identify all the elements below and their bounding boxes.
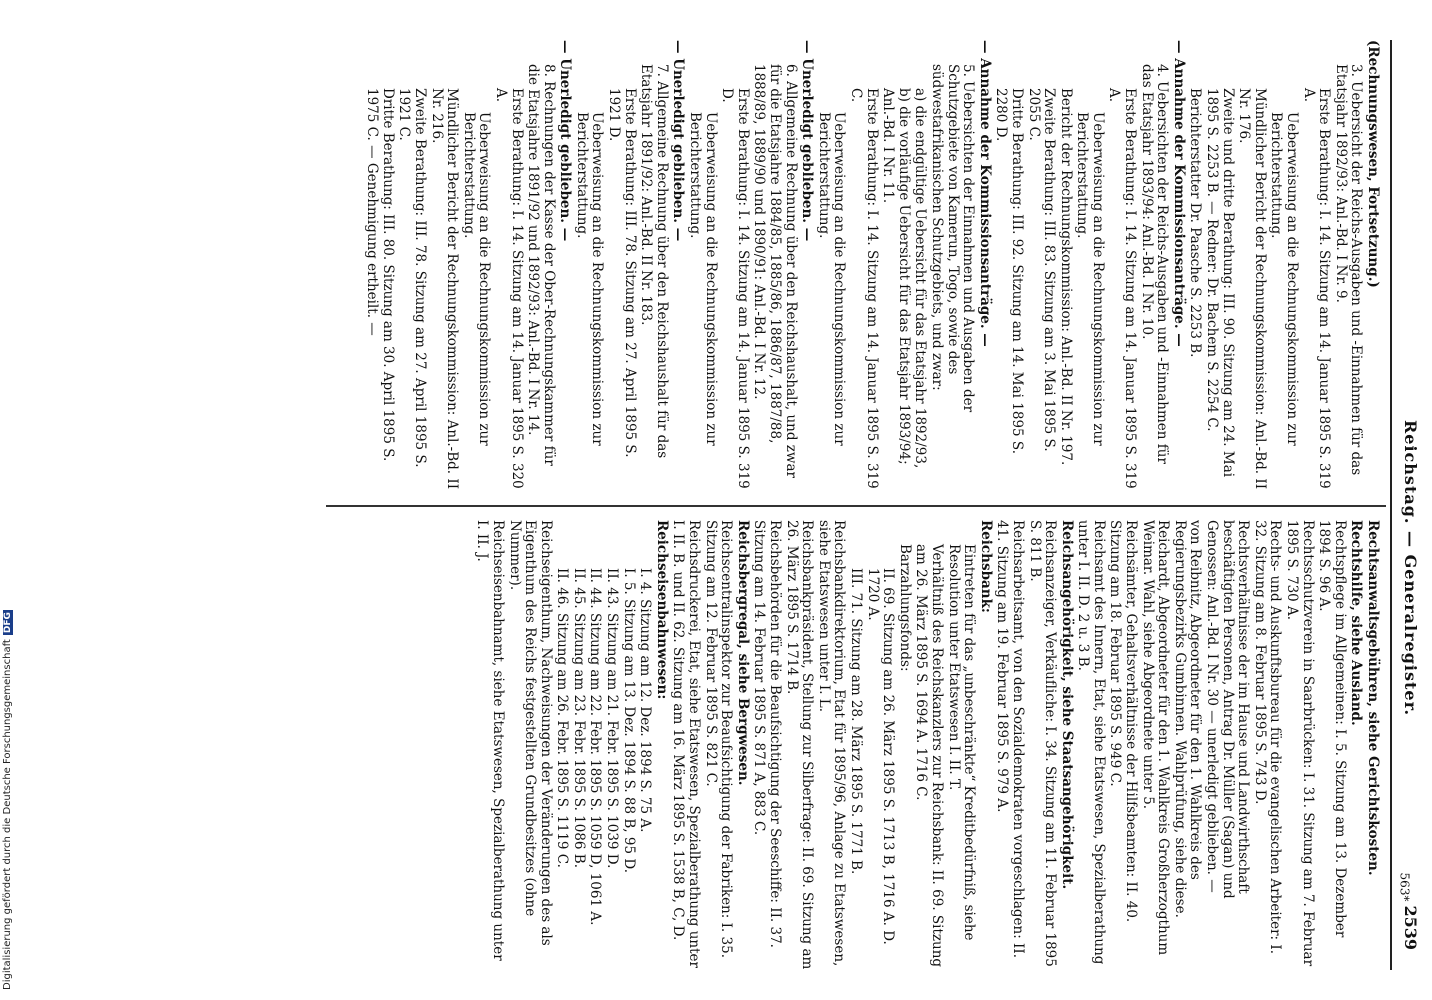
right-column-entry: Reichsbankdirektorium, Etat für 1895/96, Anlage zu Etatswesen, siehe Etatswesen unter I. L. bbox=[815, 520, 848, 967]
dfg-logo: DFG bbox=[3, 612, 13, 634]
left-column-entry: Zweite Berathung: III. 78. Sitzung am 27. April 1895 S. 1921 C. bbox=[396, 88, 428, 468]
left-column-entry: Mündlicher Bericht der Rechnungskommission: Anl.-Bd. II Nr. 216. bbox=[428, 88, 461, 490]
left-column-entry: Zweite und dritte Berathung: III. 90. Sitzung am 24. Mai 1895 S. 2253 B. — Redner: Dr. Bachem S. 2254 C. bbox=[1204, 88, 1236, 478]
left-column bbox=[363, 40, 1380, 490]
digitization-credit bbox=[2, 610, 13, 990]
right-column-entry: Reichardt, Abgeordneter für den 1. Wahlkreis Großherzogthum Weimar. Wahl, siehe Abgeordnete unter 5. bbox=[1139, 520, 1172, 956]
left-column-entry: Erste Berathung: III. 78. Sitzung am 27. April 1895 S. 1921 D. bbox=[606, 88, 638, 458]
bottom-page-mark: 563* bbox=[1397, 872, 1412, 902]
left-column-entry: b) die vorläufige Uebersicht für das Etatsjahr 1893/94; Anl.-Bd. I Nr. 11. bbox=[880, 88, 912, 465]
left-column-entry: 8. Rechnungen der Kasse der Ober-Rechnungskammer für die Etatsjahre 1891/92 und 1892/93: Anl.-Bd. I Nr. 14. bbox=[525, 64, 557, 466]
left-column-entry: Zweite Berathung: III. 83. Sitzung am 3. Mai 1895 S. 2055 C. bbox=[1025, 88, 1058, 452]
left-column-entry: Dritte Berathung: III. 80. Sitzung am 30. April 1895 S. 1975 C. — Genehmigung ertheilt. — bbox=[364, 88, 396, 462]
right-column bbox=[473, 520, 1380, 970]
right-column-entry: Rechtsschutzverein in Saarbrücken: I. 31. Sitzung am 7. Februar 1895 S. 730 A. bbox=[1284, 520, 1316, 967]
right-column-entry: Rechts- und Auskunftsbureau für die evangelischen Arbeiter: I. 32. Sitzung am 8. Februar 1895 S. 743 D. bbox=[1251, 520, 1284, 954]
rotated-register-page bbox=[300, 40, 1420, 970]
right-column-entry: II. 46. Sitzung am 26. Febr. 1895 S. 1119 C. bbox=[554, 568, 571, 868]
right-column-entry: Reichsbank: bbox=[977, 520, 994, 613]
right-column-entry: Rechtshilfe, siehe Ausland. bbox=[1348, 520, 1365, 726]
left-column-entry: Mündlicher Bericht der Rechnungskommission: Anl.-Bd. II Nr. 176. bbox=[1236, 88, 1268, 490]
left-column-entry: Dritte Berathung: III. 92. Sitzung am 14. Mai 1895 S. 2280 D. bbox=[993, 88, 1025, 454]
right-column-entry: Rechtspflege im Allgemeinen: I. 5. Sitzung am 13. Dezember 1894 S. 96 A. bbox=[1316, 520, 1348, 938]
right-column-entry: Rechtsanwaltsgebühren, siehe Gerichtskosten. bbox=[1365, 520, 1381, 876]
left-column-entry: — Unerledigt geblieben. — bbox=[670, 40, 687, 242]
right-column-entry: II. 45. Sitzung am 23. Febr. 1895 S. 1086 B. bbox=[570, 568, 587, 869]
right-column-entry: I. 4. Sitzung am 12. Dez. 1894 S. 75 A. bbox=[637, 568, 654, 833]
left-column-entry: — Unerledigt geblieben. — bbox=[557, 40, 574, 242]
right-column-entry: Verhältniß des Reichskanzlers zur Reichsbank: II. 69. Sitzung am 26. März 1895 S. 1694 A. 1716 C. bbox=[913, 544, 945, 968]
left-column-entry: Erste Berathung: I. 14. Sitzung am 14. Januar 1895 S. 320 A. bbox=[492, 88, 525, 489]
left-column-entry: Bericht der Rechnungskommission: Anl.-Bd. II Nr. 197. bbox=[1057, 88, 1074, 466]
left-column-entry: Ueberweisung an die Rechnungskommission zur Berichterstattung. bbox=[1074, 112, 1106, 446]
right-column-entry: von Reibnitz, Abgeordneter für den 1. Wahlkreis des Regierungsbezirks Gumbinnen. Wahlprüfung, siehe diese. bbox=[1171, 520, 1204, 918]
left-column-entry: Ueberweisung an die Rechnungskommission zur Berichterstattung. bbox=[1268, 112, 1301, 446]
header-rule bbox=[1390, 40, 1392, 970]
left-column-entry: 3. Uebersicht der Reichs-Ausgaben und -Einnahmen für das Etatsjahr 1892/93: Anl.-Bd. I Nr. 9. bbox=[1332, 64, 1365, 476]
right-column-entry: Reichsbergregal, siehe Bergwesen. bbox=[734, 520, 751, 786]
right-column-entry: Reichseisenbahnwesen: bbox=[653, 520, 670, 700]
left-column-entry: Erste Berathung: I. 14. Sitzung am 14. Januar 1895 S. 319 A. bbox=[1106, 88, 1139, 489]
column-divider bbox=[326, 505, 1386, 507]
page-header bbox=[1390, 40, 1420, 960]
left-column-entry: 6. Allgemeine Rechnung über den Reichshaushalt, und zwar für die Etatsjahre 1884/85, 1885/86, 1886/87, 1887/88, 1888/89, 1889/90 und 1890/91: Anl.-Bd. I Nr. 12. bbox=[751, 64, 799, 478]
right-column-entry: Reichsamt des Innern, Etat, siehe Etatswesen, Spezialberathung unter I. II. D. 2 u. 3 B. bbox=[1075, 520, 1107, 965]
right-column-entry: Reichsangehörigkeit, siehe Staatsangehörigkeit. bbox=[1058, 520, 1075, 890]
right-column-entry: Reichseisenbahnamt, siehe Etatswesen, Spezialberathung unter I. II. J. bbox=[474, 520, 506, 961]
right-column-entry: Reichscentralinspektor zur Beaufsichtigung der Fabriken: I. 35. Sitzung am 12. Februar 1895 S. 821 C. bbox=[702, 520, 735, 958]
left-column-entry: — Unerledigt geblieben. — bbox=[799, 40, 816, 242]
left-column-entry: — Annahme der Kommissionsanträge. — bbox=[1170, 40, 1187, 347]
right-column-entry: Barzahlungsfonds: bbox=[896, 544, 913, 672]
right-column-entry: Reichsbehörden für die Beaufsichtigung der Seeschiffe: II. 37. Sitzung am 14. Februar 1895 S. 871 A, 883 C. bbox=[751, 520, 784, 948]
right-column-entry: Reichsämter, Gehaltsverhältnisse der Hilfsbeamten: II. 40. Sitzung am 18. Februar 1895 S. 949 C. bbox=[1107, 520, 1140, 923]
left-column-entry: — Annahme der Kommissionsanträge. — bbox=[976, 40, 993, 347]
left-column-entry: Ueberweisung an die Rechnungskommission zur Berichterstattung. bbox=[460, 112, 493, 446]
right-column-entry: II. 69. Sitzung am 26. März 1895 S. 1713 B, 1716 A. D. 1720 A. bbox=[864, 568, 897, 945]
left-column-entry: Ueberweisung an die Rechnungskommission zur Berichterstattung. bbox=[687, 112, 719, 446]
right-column-entry: II. 43. Sitzung am 21. Febr. 1895 S. 1039 D. bbox=[604, 568, 621, 869]
right-column-entry: Eintreten für das „unbeschränkte“ Kreditbedürfniß, siehe Resolution unter Etatswesen I. II. T. bbox=[945, 544, 978, 941]
left-column-entry: (Rechnungswesen, Fortsetzung.) bbox=[1365, 40, 1381, 288]
page-number: 2539 bbox=[1401, 905, 1420, 950]
left-column-entry: 5. Uebersichten der Einnahmen und Ausgaben der Schutzgebiete von Kamerun, Togo, sowie des südwestafrikanischen Schutzgebiets, und zwar: bbox=[928, 64, 977, 413]
left-column-entry: Erste Berathung: I. 14. Sitzung am 14. Januar 1895 S. 319 A. bbox=[1300, 88, 1333, 489]
left-column-entry: Ueberweisung an die Rechnungskommission zur Berichterstattung. bbox=[815, 112, 848, 446]
right-column-entry: Reichsdruckerei, Etat, siehe Etatswesen, Spezialberathung unter I. II. B. und II. 62. Sitzung am 16. März 1895 S. 1538 B, C, D. bbox=[670, 520, 703, 968]
left-column-entry: Ueberweisung an die Rechnungskommission zur Berichterstattung. bbox=[573, 112, 606, 446]
right-column-entry: II. 44. Sitzung am 22. Febr. 1895 S. 1059 D, 1061 A. bbox=[587, 568, 604, 926]
left-column-entry: 7. Allgemeine Rechnung über den Reichshaushalt für das Etatsjahr 1891/92: Anl.-Bd. II Nr. 183. bbox=[638, 64, 670, 459]
right-column-entry: Reichsarbeitsamt, von den Sozialdemokraten vorgeschlagen: II. 41. Sitzung am 19. Februar 1895 S. 979 A. bbox=[994, 520, 1026, 958]
page-title: Reichstag. — Generalregister. bbox=[1401, 420, 1420, 717]
left-column-entry: a) die endgültige Uebersicht für das Etatsjahr 1892/93, bbox=[912, 88, 929, 469]
right-column-entry: Reichsanzeiger, Verkäufliche: I. 34. Sitzung am 11. Februar 1895 S. 811 B. bbox=[1026, 520, 1059, 967]
left-column-entry: Erste Berathung: I. 14. Sitzung am 14. Januar 1895 S. 319 C. bbox=[848, 88, 880, 489]
credit-text: Digitalisierung gefördert durch die Deutsche Forschungsgemeinschaft bbox=[2, 639, 13, 990]
right-column-entry: Rechtsverhältnisse der im Hause und Landwirthschaft beschäftigten Personen, Antrag Dr. Müller (Sagan) und Genossen: Anl.-Bd. I Nr. 30 — unerledigt geblieben. — bbox=[1204, 520, 1252, 899]
right-column-entry: Reichsbankpräsident, Stellung zur Silberfrage: II. 69. Sitzung am 26. März 1895 S. 1714 B. bbox=[783, 520, 816, 970]
right-column-entry: Reichseigenthum, Nachweisungen der Veränderungen des als Eigenthum des Reichs festgestellten Grundbesitzes (ohne Nummer). bbox=[506, 520, 554, 946]
right-column-entry: III. 71. Sitzung am 28. März 1895 S. 1771 B. bbox=[848, 568, 864, 875]
right-column-entry: I. 5. Sitzung am 13. Dez. 1894 S. 88 B, 95 D. bbox=[620, 568, 637, 873]
left-column-entry: Berichterstatter Dr. Paasche S. 2253 B. bbox=[1187, 88, 1204, 358]
left-column-entry: 4. Uebersichten der Reichs-Ausgaben und -Einnahmen für das Etatsjahr 1893/94: Anl.-Bd. I Nr. 10. bbox=[1138, 64, 1171, 464]
left-column-entry: Erste Berathung: I. 14. Sitzung am 14. Januar 1895 S. 319 D. bbox=[719, 88, 751, 489]
